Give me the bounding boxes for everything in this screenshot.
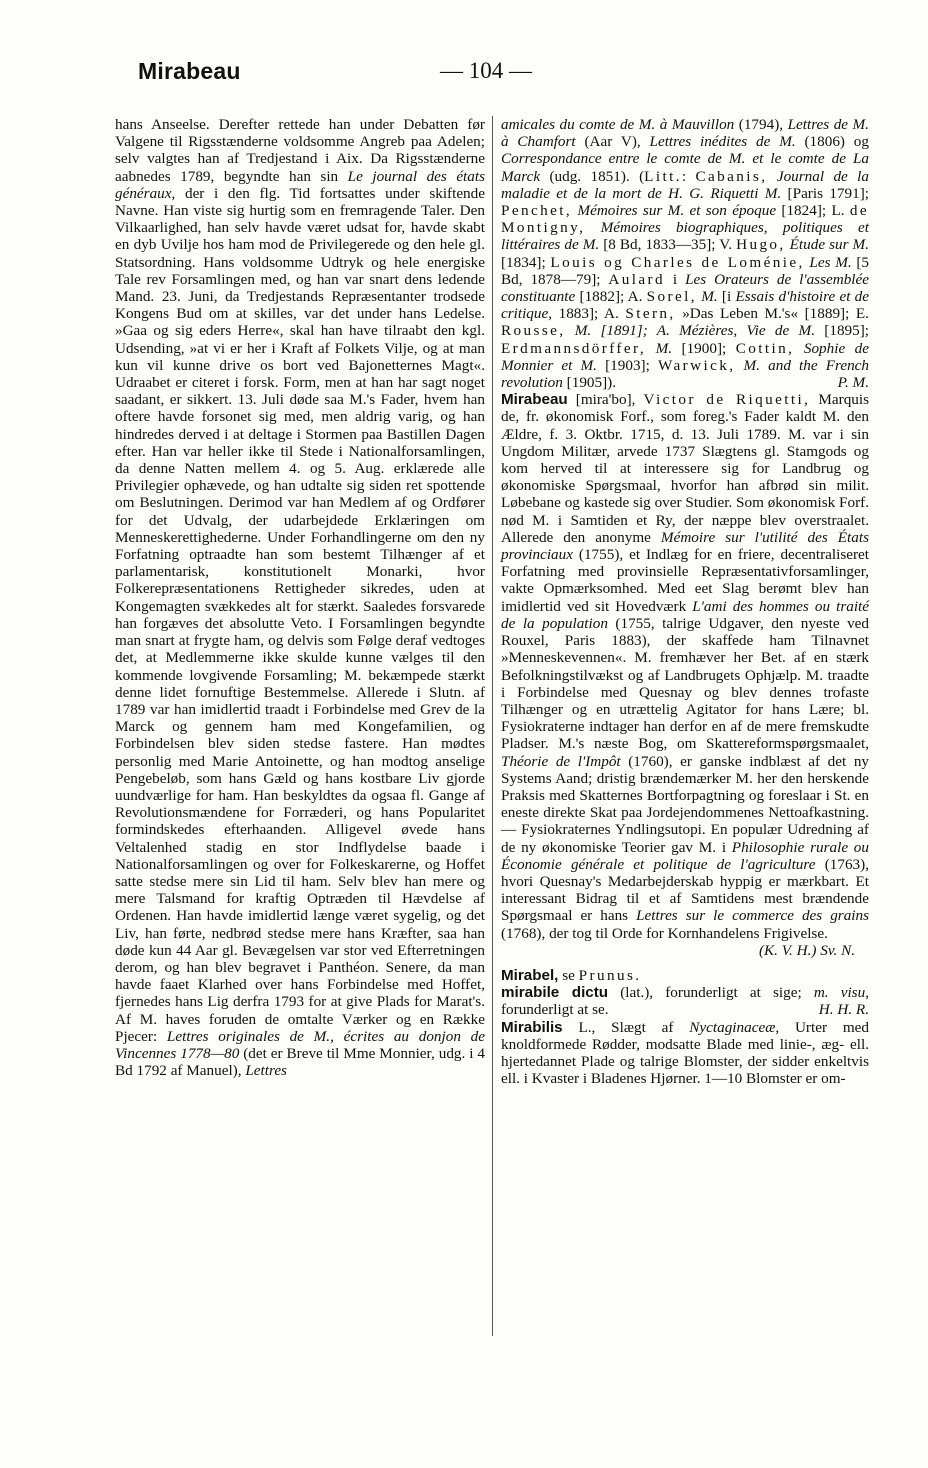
italic-title: Étude sur M. xyxy=(789,236,870,254)
italic-phrase: m. visu xyxy=(813,984,866,1002)
italic-title: Lettres xyxy=(245,1062,287,1080)
author-name: Stern, xyxy=(625,305,676,323)
text-run: hans Anseelse. Derefter rettede han under Debatten før Valgene til Rigsstænderne voldsomme Angreb paa Adelen; selv valgtes han af Tredjestand i Aix. Da Rigsstænderne aabnedes 1789, begyndte han sin xyxy=(115,116,485,185)
entry-mirabile-dictu xyxy=(501,984,869,1018)
text-run: [1882]; A. xyxy=(575,288,647,306)
italic-title: Sophie de Monnier et M. xyxy=(501,339,870,374)
entry-headword: Mirabel, xyxy=(501,966,559,984)
author-name: Cabanis, xyxy=(695,167,768,185)
entry-mirabel xyxy=(501,967,869,984)
author-name: Penchet, xyxy=(501,202,573,220)
italic-title: Lettres inédites de M. xyxy=(649,133,796,151)
italic-title: Mémoires biographiques, politiques et littéraires de M. xyxy=(501,219,870,254)
entry-headword: Mirabilis xyxy=(501,1018,563,1036)
text-run: (1763), hvori Quesnay's Medarbejderskab hyppig er mærkbart. Et interessant Bidrag til et af Samtidens mest brændende Spørgsmaal er hans xyxy=(501,855,869,925)
cross-reference: Prunus. xyxy=(578,966,642,984)
text-run: (1768), der tog til Orde for Kornhandelens Frigivelse. xyxy=(501,924,828,942)
text-run: L., Slægt af xyxy=(562,1018,690,1036)
entry-headword: mirabile dictu xyxy=(501,984,609,1002)
author-name: Louis og Charles de Loménie, xyxy=(550,253,805,271)
text-run xyxy=(794,340,804,357)
text-run: »Das Leben M.'s« [1889]; E. xyxy=(675,305,869,323)
italic-title: Philosophie rurale ou Économie générale et politique de l'agriculture xyxy=(501,838,869,873)
text-run: [1824]; L. xyxy=(776,202,850,220)
text-run: [1900]; xyxy=(672,339,736,357)
text-run: (1794), xyxy=(734,116,788,133)
text-run: , 1883]; A. xyxy=(548,305,626,323)
text-run: (1806) og xyxy=(795,133,869,151)
italic-title: Mémoires sur M. et son époque xyxy=(577,202,777,220)
author-name: Cottin, xyxy=(735,339,795,357)
italic-title: Essais d'histoire et de critique xyxy=(501,288,870,323)
text-run xyxy=(585,219,600,236)
text-run: (udg. 1851). ( xyxy=(540,167,645,185)
text-run: [1895]; xyxy=(815,322,870,340)
page-number: — 104 — xyxy=(440,58,532,83)
text-run: Marquis de, fr. økonomisk Forf., som foreg.'s Fader kaldt M. den Ældre, f. 3. Oktbr. 1715, d. 13. Juli 1789. M. var i sin Ungdom Militær, arvede 1737 Slægtens gl. Stamgods og kom herved til at interessere sig for Landbrug og økonomiske Spørgsmaal, hvorfor han afbrød sin milit. Løbebane og kastede sig over Studier. Som økonomisk Forf. nød M. i Samtiden et Ry, der næppe blev overstraalet. Allerede den anonyme xyxy=(501,391,870,546)
spaced-word: Litt. xyxy=(644,167,682,185)
text-run: [i xyxy=(717,288,736,306)
italic-title: Mémoire sur l'utilité des États provinciaux xyxy=(501,528,869,564)
author-name: Warwick, xyxy=(657,356,736,374)
page-header xyxy=(0,0,928,100)
italic-title: M. xyxy=(701,288,718,306)
italic-title: L'ami des hommes ou traité de la population xyxy=(501,597,870,632)
italic-title: Lettres originales de M., écrites au donjon de Vincennes 1778—80 xyxy=(115,1027,485,1062)
text-run: [1905]). xyxy=(562,374,617,392)
pronunciation: [mira'bo], xyxy=(567,391,644,409)
italic-title: Journal de la maladie et de la mort de H. G. Riquetti M. xyxy=(501,167,869,202)
author-name: Rousse, xyxy=(501,322,566,340)
entry-headword: Mirabeau xyxy=(501,391,568,409)
text-run: (Aar V), xyxy=(575,133,650,151)
entry-mirabeau-victor xyxy=(501,391,869,942)
text-run: (det er Breve til Mme Monnier, udg. i 4 Bd 1792 af Manuel), xyxy=(115,1044,485,1080)
author-signature: (K. V. H.) Sv. N. xyxy=(758,941,855,959)
text-run: (lat.), forunderligt at sige; xyxy=(608,984,814,1002)
text-run: [5 Bd, 1878—79]; xyxy=(501,253,870,288)
author-name: Hugo, xyxy=(736,236,786,254)
italic-title: amicales du comte de M. à Mauvillon xyxy=(501,116,735,133)
text-run xyxy=(735,357,743,374)
author-name: Sorel, xyxy=(646,288,697,306)
entry-mirabilis xyxy=(501,1019,869,1088)
italic-title: Lettres sur le commerce des grains xyxy=(636,907,870,925)
author-name: de Montigny, xyxy=(501,202,869,237)
italic-title: Correspondance entre le comte de M. et le comte de La Marck xyxy=(501,150,869,185)
text-run: , Urter med knoldformede Rødder, modsatte Blade med linie-, æg- ell. hjertedannet Plade og talrige Blomster, der sidder enkeltvis ell. i Kvaster i Bladenes Hjørner. 1—10 Blomster er om- xyxy=(501,1018,869,1088)
text-run: se xyxy=(558,966,579,984)
text-run: (1755, talrige Udgaver, den nyeste ved Rouxel, Paris 1883), der skaffede ham Tilnavnet »Menneskevennen«. M. fremhæver her Bet. af en stærk Befolkningstilvækst og af Landbrugets Ophjælp. M. traadte i Forbindelse med Quesnay og blev dennes trofaste Tilhænger og en utrættelig Agitator for hans Lære; bl. Fysiokraterne indtager han derfor en af de mere fremskudte Pladser. M.'s næste Bog, om Skattereformspørgsmaalet, xyxy=(501,614,869,753)
left-column xyxy=(115,116,485,1079)
italic-title: Les Orateurs de l'assemblée constituante xyxy=(501,270,869,306)
italic-title: M. and the French revolution xyxy=(501,356,870,392)
text-run xyxy=(646,340,656,357)
italic-title: M. xyxy=(655,339,673,357)
entry-continuation xyxy=(115,116,485,1079)
column-divider xyxy=(492,116,493,1336)
author-signature: P. M. xyxy=(837,374,869,392)
text-run: [1834]; xyxy=(501,253,551,271)
person-name: Victor de Riquetti, xyxy=(643,391,811,409)
text-run: (1755), et Indlæg for en friere, decentraliseret Forfatning med provinsielle Repræsentativforsamlinger, vakte Opmærksomhed. Med eet Slag berømt blev han imidlertid ved sit Hovedværk xyxy=(501,546,869,615)
italic-title: Théorie de l'Impôt xyxy=(501,752,621,770)
italic-title: Les M. xyxy=(809,253,852,271)
text-run: (1760), er ganske indblæst af det ny Systems Aand; dristig brændemærker M. her den herskende Praksis med Skatternes Bortforpagtning og foreslaar i St. en eneste direkte Skat paa Jordejendommenes Nettoafkastning. — Fysiokraternes Yndlingsutopi. En populær Udredning af de ny økonomiske Teorier gav M. i xyxy=(501,752,870,856)
text-run: [8 Bd, 1833—35]; V. xyxy=(599,236,737,254)
author-signature: H. H. R. xyxy=(818,1001,869,1019)
text-run: [1903]; xyxy=(596,356,658,374)
author-name: Aulard xyxy=(608,270,665,288)
text-run xyxy=(767,168,776,185)
text-run: , forunderligt at se. xyxy=(501,984,869,1019)
italic-title: Lettres de M. à Chamfort xyxy=(501,116,869,151)
italic-title: Le journal des états généraux xyxy=(115,167,485,202)
text-run: [Paris 1791]; xyxy=(781,184,869,202)
right-column xyxy=(501,116,869,1087)
entry-literature xyxy=(501,116,869,391)
author-name: Erdmannsdörffer, xyxy=(501,339,647,357)
text-run: i xyxy=(664,270,686,288)
italic-term: Nyctaginaceæ xyxy=(689,1018,776,1036)
running-title: Mirabeau xyxy=(138,58,241,84)
text-run: : xyxy=(681,167,696,185)
text-run: , der i den flg. Tid fortsattes under skiftende Navne. Han viste sig hurtig som en fremragende Taler. Den Vilkaarlighed, han selv havde været udsat for, havde skabt en dyb Uvilje hos ham mod de Privilegerede og den hele gl. Statsordning. Hans voldsomme Udtryk og hele energiske Tale rev Forsamlingen med, og han var snart dens ledende Mand. 23. Juni, da Tredjestands Repræsentanter trodsede Kongens Bud om at skilles, var det under hans Ledelse. »Gaa og sig eders Herre«, skal han have tilraabt den kgl. Udsending, »at vi er her i Kraft af Folkets Vilje, og at man kun vil kunne drive os bort ved Bajonetternes Magt«. Udraabet er citeret i forsk. Form, men at han har sagt noget saadant, er sikkert. 13. Juli døde saa M.'s Fader, hvem han oftere havde forsonet sig med, men aldrig varig, og han hindredes derved i at deltage i Stormen paa Bastillen Dagen efter. Han var heller ikke til Stede i Nationalforsamlingen, da denne Natten mellem 4. og 5. Aug. erklærede alle Privilegier ophævede, og han udtalte sig siden ret spottende om Beslutningen. Derimod var han Medlem af og Ordfører for det Udvalg, der udarbejdede Erklæringen om Menneskerettighederne. Under Forhandlingerne om den ny Forfatning optraadte han som bestemt Tilhænger af et parlamentarisk, konstitutionelt Monarki, hvor Folkerepræsentationens Rettigheder sikredes, uden at Kongemagten svækkedes alt for stærkt. Saaledes forsvarede han forgæves det absolutte Veto. I Forsamlingen begyndte man snart at frygte ham, og delvis som Følge deraf vedtoges det, at Medlemmerne ikke skulde kunne vælges til den kommende lovgivende Forsamling; M. bekæmpede stærkt denne lidet fornuftige Bestemmelse. Allerede i Slutn. af 1789 var han imidlertid traadt i Forbindelse med Grev de la Marck og gennem ham med Kongefamilien, og Forbindelsen blev siden stedse fastere. Han mødtes personlig med Marie Antoinette, og han modtog anselige Pengebeløb, som hans Gæld og hans kostbare Liv gjorde uundværlige for ham. Han beskyldtes da ogsaa fl. Gange af Revolutionsmændene for Forræderi, og hans Popularitet formindskedes efterhaanden. Alligevel øvede hans Veltalenhed stadig en stor Indflydelse baade i Nationalforsamlingen og over for Folkeskarerne, og Hoffet satte stedse mere sin Lid til ham. Selv blev han mere og mere Talsmand for kraftig Optræden til Hævdelse af Ordenen. Han havde imidlertid længe været sygelig, og det Liv, han førte, nedbrød stedse mere hans Kræfter, saa han døde kun 44 Aar gl. Bevægelsen var stor ved Efterretningen derom, og han blev begravet i Panthéon. Senere, da man havde faaet Klarhed over hans Forbindelse med Hoffet, fjernedes hans Lig derfra 1793 for at give Plads for Marat's. Af M. haves foruden de omtalte Værker og en Række Pjecer: xyxy=(115,184,485,1045)
text-run xyxy=(565,322,574,339)
italic-title: M. [1891]; A. Mézières, Vie de M. xyxy=(574,322,815,340)
